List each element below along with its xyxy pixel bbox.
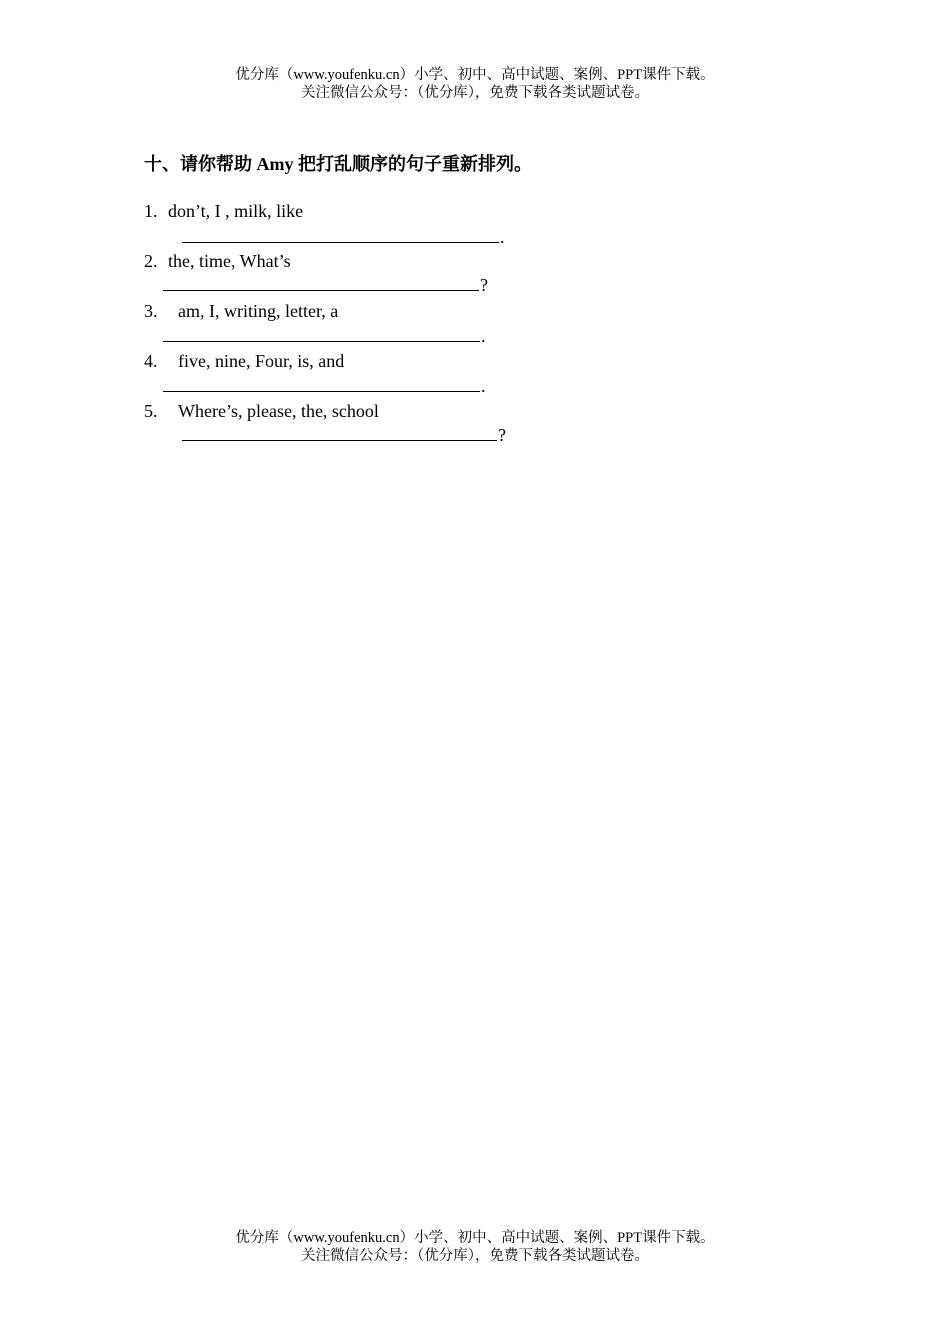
end-punctuation: .	[481, 376, 486, 396]
answer-blank-3[interactable]	[163, 325, 486, 347]
page-header	[0, 66, 950, 102]
question-number: 4.	[144, 351, 158, 371]
question-1	[144, 200, 303, 222]
answer-underline[interactable]	[182, 228, 499, 243]
answer-blank-5[interactable]	[182, 424, 506, 446]
end-punctuation: ?	[498, 425, 506, 445]
question-words: the, time, What’s	[168, 251, 291, 271]
answer-underline[interactable]	[163, 276, 479, 291]
answer-blank-1[interactable]	[182, 226, 505, 248]
answer-underline[interactable]	[182, 426, 497, 441]
end-punctuation: ?	[480, 275, 488, 295]
section-title: 十、请你帮助 Amy 把打乱顺序的句子重新排列。	[144, 154, 532, 174]
question-3	[144, 300, 338, 322]
question-number: 3.	[144, 301, 158, 321]
answer-underline[interactable]	[163, 377, 480, 392]
answer-underline[interactable]	[163, 327, 480, 342]
page-footer	[0, 1229, 950, 1265]
footer-site-line: 优分库（www.youfenku.cn）小学、初中、高中试题、案例、PPT课件下载。	[235, 1230, 715, 1246]
header-site-line: 优分库（www.youfenku.cn）小学、初中、高中试题、案例、PPT课件下载。	[235, 67, 715, 83]
end-punctuation: .	[500, 227, 505, 247]
question-5	[144, 400, 379, 422]
answer-blank-2[interactable]	[163, 274, 488, 296]
question-number: 1.	[144, 201, 158, 221]
question-words: don’t, I , milk, like	[168, 201, 304, 221]
question-words: Where’s, please, the, school	[178, 401, 379, 421]
answer-blank-4[interactable]	[163, 375, 486, 397]
question-words: am, I, writing, letter, a	[178, 301, 339, 321]
end-punctuation: .	[481, 326, 486, 346]
header-wechat-line: 关注微信公众号：（优分库），免费下载各类试题试卷。	[301, 85, 649, 101]
question-4	[144, 350, 344, 372]
question-number: 2.	[144, 251, 158, 271]
question-number: 5.	[144, 401, 158, 421]
question-words: five, nine, Four, is, and	[178, 351, 345, 371]
footer-wechat-line: 关注微信公众号：（优分库），免费下载各类试题试卷。	[301, 1248, 649, 1264]
question-2	[144, 250, 291, 272]
